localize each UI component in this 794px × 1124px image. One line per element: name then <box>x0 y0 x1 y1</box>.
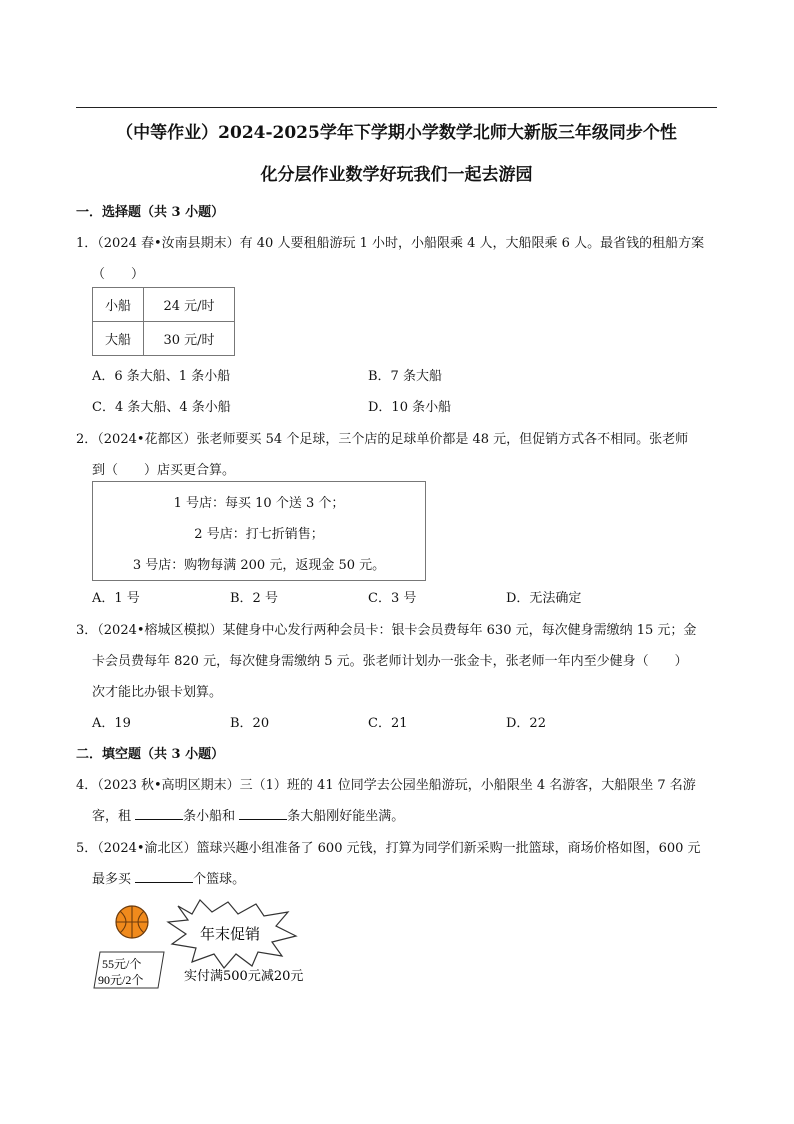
store-1-promo: 1 号店：每买 10 个送 3 个； <box>173 496 345 511</box>
question-4-text: 4．（2023 秋•高明区期末）三（1）班的 41 位同学去公园坐船游玩，小船限坐 4 名游客，大船限坐 7 名游 <box>76 778 696 793</box>
basketball-icon <box>116 906 148 938</box>
q5-blank-basketballs[interactable] <box>135 868 193 883</box>
price-tag-line-2: 90元/2个 <box>98 973 144 987</box>
question-4-text-line-2 <box>92 805 404 824</box>
price-tag-line-1: 55元/个 <box>102 957 142 971</box>
table-row <box>93 288 235 322</box>
q4-text-part: 条大船刚好能坐满。 <box>287 809 405 824</box>
q4-text-part: 客，租 <box>92 809 136 824</box>
question-3-text: 3．（2024•榕城区模拟）某健身中心发行两种会员卡：银卡会员费每年 630 元，每次健身需缴纳 15 元；金 <box>76 623 697 638</box>
promo-rule-text: 实付满500元减20元 <box>184 969 304 984</box>
q2-option-a: A．1 号 <box>92 591 140 606</box>
q4-text-part: 条小船和 <box>183 809 240 824</box>
boat-price-table <box>92 287 235 356</box>
table-cell: 30 元/时 <box>144 322 235 356</box>
section-heading-choice: 一．选择题（共 3 小题） <box>76 205 225 220</box>
q5-text-part: 最多买 <box>92 872 136 887</box>
promo-burst <box>168 900 296 968</box>
q1-option-a: A．6 条大船、1 条小船 <box>92 369 231 384</box>
question-5-text-line-2 <box>92 868 245 887</box>
promotion-illustration <box>88 896 328 996</box>
q2-option-c: C．3 号 <box>368 591 417 606</box>
q3-option-d: D．22 <box>506 716 546 731</box>
q1-option-c: C．4 条大船、4 条小船 <box>92 400 231 415</box>
price-tag <box>94 952 164 988</box>
page-title-line-2: 化分层作业数学好玩我们一起去游园 <box>260 165 533 185</box>
question-5-text: 5．（2024•渝北区）篮球兴趣小组准备了 600 元钱，打算为同学们新采购一批篮球，商场价格如图，600 元 <box>76 841 701 856</box>
q1-option-b: B．7 条大船 <box>368 369 442 384</box>
question-3-text-line-2: 卡会员费每年 820 元，每次健身需缴纳 5 元。张老师计划办一张金卡，张老师一年内至少健身（ ） <box>92 654 688 669</box>
table-cell: 小船 <box>93 288 144 322</box>
q2-option-d: D．无法确定 <box>506 591 582 606</box>
section-heading-fill-blank: 二．填空题（共 3 小题） <box>76 747 225 762</box>
question-1-text: 1．（2024 春•汝南县期末）有 40 人要租船游玩 1 小时，小船限乘 4 人，大船限乘 6 人。最省钱的租船方案 <box>76 236 705 251</box>
q4-blank-large-boats[interactable] <box>239 805 287 820</box>
promo-burst-text: 年末促销 <box>200 925 261 943</box>
store-promotions-box <box>92 481 426 581</box>
q3-option-b: B．20 <box>230 716 270 731</box>
q2-option-b: B．2 号 <box>230 591 278 606</box>
table-cell: 24 元/时 <box>144 288 235 322</box>
q4-blank-small-boats[interactable] <box>135 805 183 820</box>
q3-option-c: C．21 <box>368 716 408 731</box>
header-rule <box>76 107 717 108</box>
store-3-promo: 3 号店：购物每满 200 元，返现金 50 元。 <box>132 558 386 573</box>
question-1-bracket: （ ） <box>92 267 145 282</box>
q1-option-d: D．10 条小船 <box>368 400 452 415</box>
table-cell: 大船 <box>93 322 144 356</box>
question-2-text: 2．（2024•花都区）张老师要买 54 个足球，三个店的足球单价都是 48 元，但促销方式各不相同。张老师 <box>76 432 689 447</box>
q3-option-a: A．19 <box>92 716 131 731</box>
question-2-text-line-2: 到（ ）店买更合算。 <box>92 463 236 478</box>
q5-text-part: 个篮球。 <box>193 872 246 887</box>
store-2-promo: 2 号店：打七折销售； <box>194 527 324 542</box>
table-row <box>93 322 235 356</box>
page-title-line-1: （中等作业）2024-2025学年下学期小学数学北师大新版三年级同步个性 <box>116 123 677 143</box>
question-3-text-line-3: 次才能比办银卡划算。 <box>92 685 223 700</box>
